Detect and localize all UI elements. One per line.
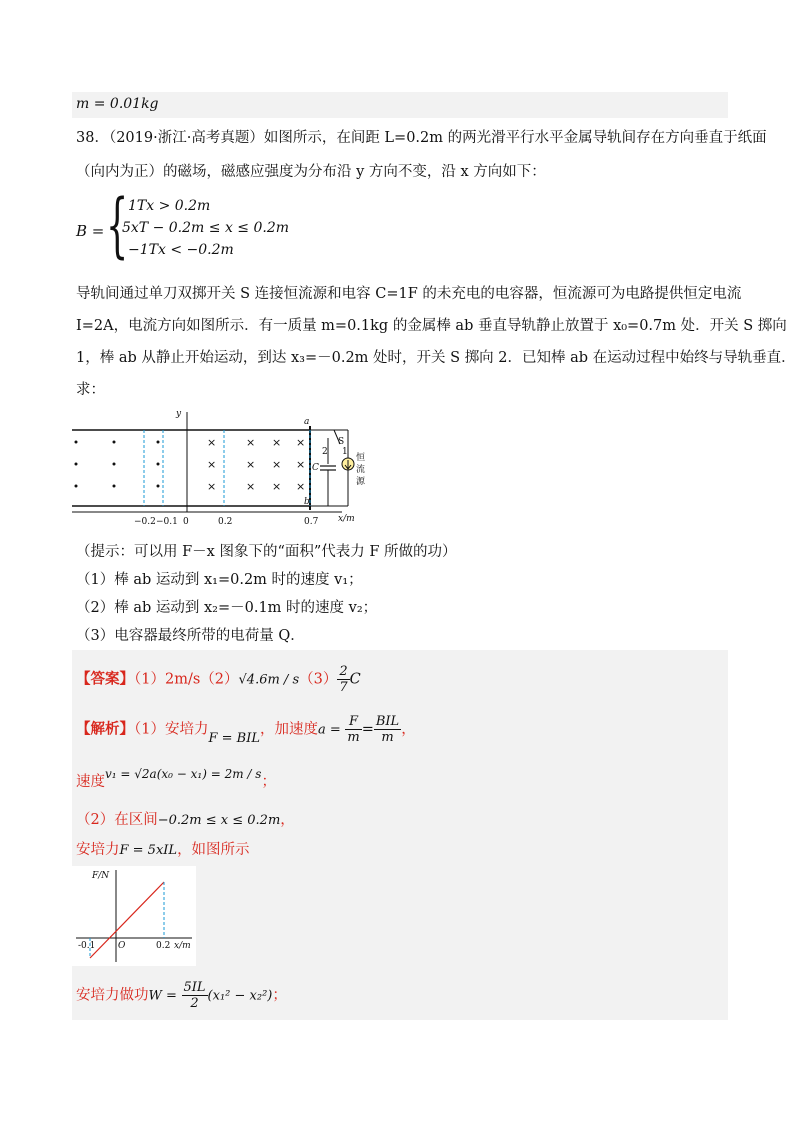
analysis-l3a: （2）在区间 — [76, 812, 158, 828]
question-3: （3）电容器最终所带的电荷量 Q． — [76, 628, 305, 644]
piecewise-lhs: B = — [76, 222, 105, 240]
answer-part-3: （3） — [299, 671, 338, 688]
work-fraction — [182, 980, 208, 1011]
accel-eq: = — [361, 721, 374, 738]
analysis-line-1 — [76, 714, 416, 745]
graph-origin: O — [118, 941, 126, 951]
interval-formula: −0.2m ≤ x ≤ 0.2m — [157, 813, 281, 828]
label-2: 2 — [322, 447, 328, 457]
answer-unit: C — [349, 671, 361, 688]
piecewise-case-1: 1Tx > 0.2m — [128, 198, 211, 214]
analysis-l1b: ，加速度 — [259, 721, 318, 738]
label-1: 1 — [342, 447, 348, 457]
graph-tick-pos: 0.2 — [156, 941, 171, 951]
problem-line-4: I=2A，电流方向如图所示．有一质量 m=0.1kg 的金属棒 ab 垂直导轨静止放置于 x₀=0.7m 处．开关 S 掷向 — [76, 318, 787, 334]
analysis-l5b: ； — [272, 987, 287, 1004]
graph-x-label: x/m — [174, 941, 191, 951]
answer-part-1: （1）2m/s（2） — [134, 671, 239, 688]
accel-frac-2 — [374, 714, 401, 745]
accel-f2-num: BIL — [375, 714, 400, 729]
svg-text:×: × — [296, 436, 306, 449]
accel-f1-den: m — [347, 730, 360, 745]
analysis-line-4 — [76, 838, 250, 859]
label-b: b — [304, 497, 310, 507]
answer-line — [76, 664, 361, 695]
analysis-l3b: ， — [280, 812, 295, 828]
svg-text:×: × — [246, 436, 256, 449]
field-out-dots — [75, 441, 160, 488]
answer-fraction — [337, 664, 349, 695]
fig1-x-label: x/m — [338, 514, 355, 524]
tick-minus-0-2: −0.2 — [134, 517, 156, 524]
accel-frac-1 — [345, 714, 361, 745]
piecewise-case-2: 5xT − 0.2m ≤ x ≤ 0.2m — [122, 220, 290, 236]
accel-lhs: a = — [317, 722, 341, 738]
force-5xil-formula: F = 5xIL — [119, 843, 178, 858]
svg-text:×: × — [272, 480, 282, 493]
tick-0-7: 0.7 — [304, 517, 319, 524]
tick-minus-0-1: −0.1 — [156, 517, 178, 524]
work-rest: (x₁² − x₂²) — [207, 988, 273, 1004]
fig1-y-label: y — [176, 409, 182, 419]
ampere-force-formula: F = BIL — [208, 730, 260, 746]
tick-0-2: 0.2 — [218, 517, 233, 524]
graph-y-label: F/N — [92, 871, 110, 881]
label-c: C — [312, 463, 319, 473]
tick-0: 0 — [183, 517, 189, 524]
previous-answer: m = 0.01kg — [76, 96, 159, 112]
problem-line-2: （向内为正）的磁场，磁感应强度为分布沿 y 方向不变，沿 x 方向如下： — [76, 164, 546, 180]
answer-part-2: √4.6m / s — [238, 672, 300, 688]
analysis-line-2 — [76, 767, 276, 791]
answer-frac-den: 7 — [339, 680, 348, 695]
svg-text:×: × — [207, 458, 217, 471]
analysis-l4b: ，如图所示 — [177, 842, 250, 858]
piecewise-brace: { — [106, 184, 129, 266]
problem-line-1: 38．（2019·浙江·高考真题）如图所示，在间距 L=0.2m 的两光滑平行水平金属导轨间存在方向垂直于纸面 — [76, 130, 767, 146]
problem-line-6: 求： — [76, 382, 105, 398]
svg-text:×: × — [246, 480, 256, 493]
analysis-l2a: 速度 — [76, 774, 105, 790]
label-a: a — [304, 417, 310, 427]
label-switch: S — [338, 437, 345, 447]
velocity-formula: v₁ = √2a(x₀ − x₁) = 2m / s — [105, 767, 262, 781]
force-displacement-graph — [72, 866, 196, 966]
accel-f2-den: m — [381, 730, 394, 745]
analysis-l4a: 安培力 — [76, 842, 120, 858]
analysis-l1a: （1）安培力 — [134, 721, 209, 738]
analysis-line-3 — [76, 808, 295, 829]
answer-frac-num: 2 — [339, 664, 348, 679]
piecewise-field-equation — [76, 184, 336, 266]
problem-line-3: 导轨间通过单刀双掷开关 S 连接恒流源和电容 C=1F 的未充电的电容器，恒流源可为电路提供恒定电流 — [76, 286, 742, 302]
analysis-l1c: ， — [401, 721, 416, 738]
source-char-1: 恒 — [356, 453, 366, 463]
field-in-crosses — [207, 436, 305, 493]
piecewise-case-3: −1Tx < −0.2m — [128, 242, 234, 258]
answer-tag: 【答案】 — [76, 670, 134, 688]
analysis-l5a: 安培力做功 — [76, 987, 149, 1004]
hint-text: （提示：可以用 F－x 图象下的“面积”代表力 F 所做的功） — [76, 544, 457, 560]
svg-text:×: × — [296, 458, 306, 471]
question-2: （2）棒 ab 运动到 x₂=－0.1m 时的速度 v₂； — [76, 600, 378, 616]
previous-answer-box — [72, 92, 728, 118]
question-1: （1）棒 ab 运动到 x₁=0.2m 时的速度 v₁； — [76, 572, 363, 588]
analysis-tag: 【解析】 — [76, 720, 134, 738]
problem-line-5: 1，棒 ab 从静止开始运动，到达 x₃=－0.2m 处时，开关 S 掷向 2．已知棒 ab 在运动过程中始终与导轨垂直． — [76, 350, 796, 366]
svg-text:×: × — [246, 458, 256, 471]
rail-circuit-figure — [72, 408, 372, 524]
svg-text:×: × — [272, 458, 282, 471]
work-frac-num: 5IL — [183, 980, 206, 995]
svg-text:×: × — [272, 436, 282, 449]
source-char-3: 源 — [356, 477, 366, 487]
analysis-l2b: ； — [261, 774, 276, 790]
accel-f1-num: F — [345, 714, 361, 730]
analysis-line-5 — [76, 980, 287, 1011]
source-char-2: 流 — [356, 465, 366, 475]
work-lhs: W = — [148, 988, 177, 1004]
svg-text:×: × — [207, 436, 217, 449]
svg-text:×: × — [207, 480, 217, 493]
work-frac-den: 2 — [190, 996, 199, 1011]
svg-text:×: × — [296, 480, 306, 493]
graph-tick-neg: -0.1 — [78, 941, 96, 951]
